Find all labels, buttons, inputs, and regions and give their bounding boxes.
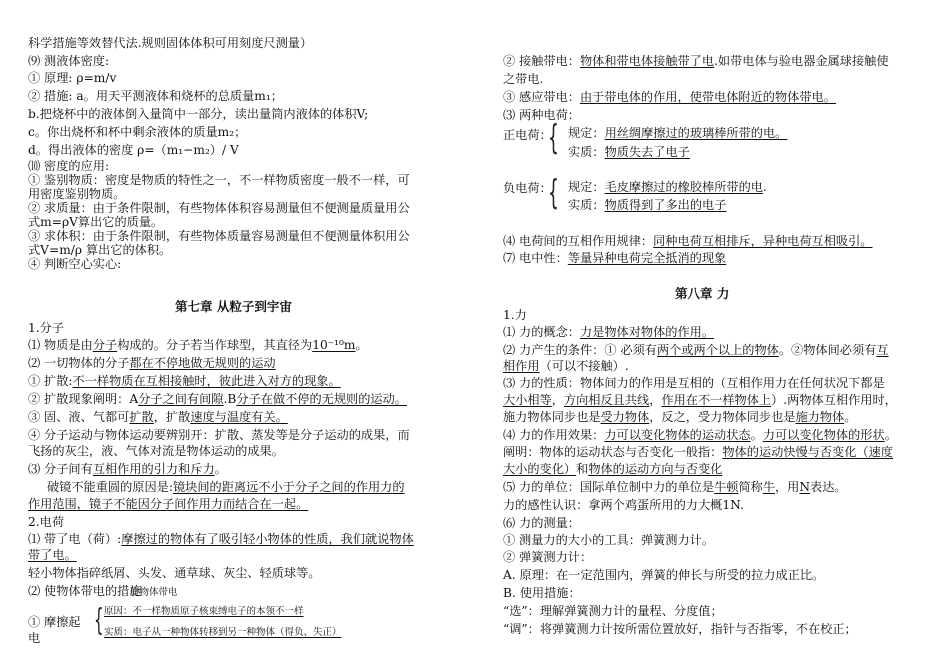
text-line: 飞扬的灰尘，液、气体对流是物体运动的成果。 xyxy=(28,444,284,458)
chapter-8-title: 第八章 力 xyxy=(675,286,730,301)
section-heading: 1.分子 xyxy=(28,321,65,335)
text-line: 破镜不能重圆的原因是:镜块间的距离远不小于分子之间的作用力的 xyxy=(47,480,405,494)
text-line: ② 弹簧测力计： xyxy=(503,550,593,564)
text-line: B. 使用措施： xyxy=(503,586,581,600)
section-heading: 1.力 xyxy=(503,308,527,322)
text-line: 之带电. xyxy=(503,72,544,86)
text-line: ⑺ 电中性：等量异种电荷完全抵消的现象 xyxy=(503,251,727,265)
text-line: ⑴ 带了电（荷）:摩擦过的物体有了吸引轻小物体的性质，我们就说物体 xyxy=(28,532,414,546)
text-line: ③ 求体积：由于条件限制，有些物体质量容易测量但不便测量体积用公 xyxy=(28,229,410,243)
brace-icon: { xyxy=(548,118,559,158)
text-line: ⑷ 电荷间的互相作用规律：同种电荷互相排斥，异种电荷互相吸引。 xyxy=(503,234,873,248)
text-line: c。你出烧杯和杯中剩余液体的质量m₂； xyxy=(28,125,247,139)
text-line: ⑴ 物质是由分子构成的。分子若当作球型，其直径为10⁻¹⁰m。 xyxy=(28,338,368,352)
text-line: ⑶ 分子间有互相作用的引力和斥力。 xyxy=(28,462,227,476)
text-line: 实质：物质得到了多出的电子 xyxy=(568,198,727,212)
text-line: 式m=ρV算出它的质量。 xyxy=(28,215,164,229)
text-line: ⑵ 使物体带电的措施 xyxy=(28,584,142,598)
text-line: ⑴ 力的概念：力是物体对物体的作用。 xyxy=(503,325,715,339)
text-line: 科学措施等效替代法.规则固体体积可用刻度尺测量） xyxy=(28,36,313,50)
text-line: ⑽ 密度的应用: xyxy=(28,159,110,173)
text-line: ① 鉴别物质：密度是物质的特性之一，不一样物质密度一般不一样，可 xyxy=(28,173,410,187)
text-line: “选”：理解弹簧测力计的量程、分度值； xyxy=(503,604,723,618)
text-line: 大小相等，方向相反且共线，作用在不一样物体上）.两物体互相作用时， xyxy=(503,393,897,407)
text-line: ① 扩散:不一样物质在互相接触时，彼此进入对方的现象。 xyxy=(28,374,341,388)
text-line: ① 原理: ρ=m/v xyxy=(28,71,117,85)
text-line: 用密度鉴别物质。 xyxy=(28,187,126,201)
text-line: ③ 固、液、气都可扩散，扩散速度与温度有关。 xyxy=(28,410,288,424)
text-line: A. 原理：在一定范围内，弹簧的伸长与所受的拉力成正比。 xyxy=(503,568,825,582)
text-line: ⑷ 力的作用效果：力可以变化物体的运动状态。力可以变化物体的形状。 xyxy=(503,428,897,442)
text-line: ② 接触带电：物体和带电体接触带了电.如带电体与验电器金属球接触使 xyxy=(503,54,889,68)
text-line: b.把烧杯中的液体倒入量筒中一部分，读出量筒内液体的体积V; xyxy=(28,107,369,121)
text-line: ② 措施: a。用天平测液体和烧杯的总质量m₁； xyxy=(28,89,283,103)
text-line: d。得出液体的密度 ρ=（m₁−m₂）/ V xyxy=(28,143,239,157)
text-line: 正电荷： xyxy=(503,128,552,142)
text-line: ⑼ 测液体密度: xyxy=(28,54,110,68)
text-line: ③ 感应带电：由于带电体的作用，使带电体附近的物体带电。 xyxy=(503,90,836,104)
text-line: 相作用（可以不接触）. xyxy=(503,359,629,373)
text-line: 轻小物体指碎纸屑、头发、通草球、灰尘、轻质球等。 xyxy=(28,566,321,580)
text-line: ④ 判断空心实心: xyxy=(28,257,122,271)
text-line: 原因：不一样物质原子核束缚电子的本领不一样 xyxy=(104,606,304,617)
text-line: 实质：物质失去了电子 xyxy=(568,145,690,159)
text-line: 负电荷： xyxy=(503,181,552,195)
text-line: 施力物体同步也是受力物体，反之，受力物体同步也是施力物体。 xyxy=(503,410,857,424)
text-line: 力的感性认识：拿两个鸡蛋所用的力大概1N. xyxy=(503,498,744,512)
text-line: 规定：用丝绸摩擦过的玻璃棒所带的电。 xyxy=(568,126,788,140)
chapter-7-title: 第七章 从粒子到宇宙 xyxy=(175,299,292,314)
text-line: 大小的变化）和物体的运动方向与否变化 xyxy=(503,462,723,476)
text-line: ① 摩擦起 xyxy=(28,615,81,629)
text-line: ⑵ 力产生的条件：① 必须有两个或两个以上的物体。②物体间必须有互 xyxy=(503,343,889,357)
text-line: “调”：将弹簧测力计按所需位置放好，指针与否指零，不在校正； xyxy=(503,622,857,636)
text-line: ⑶ 力的性质：物体间力的作用是互相的（互相作用力在任何状况下都是 xyxy=(503,376,885,390)
text-line: ① 测量力的大小的工具：弹簧测力计。 xyxy=(503,533,715,547)
text-line: 作用范围，镜子不能因分子间作用力而结合在一起。 xyxy=(28,497,309,511)
text-line: 电 xyxy=(28,631,41,645)
text-line: 式V=m/ρ 算出它的体积。 xyxy=(28,243,172,257)
text-line: ⑹ 力的测量： xyxy=(503,516,580,530)
text-line: ② 扩散现象阐明：A分子之间有间隙.B分子在做不停的无规则的运动。 xyxy=(28,392,407,406)
overlay-note: 使物体带电 xyxy=(130,587,178,598)
text-line: ⑵ 一切物体的分子都在不停地做无规则的运动 xyxy=(28,356,276,370)
text-line: ⑸ 力的单位：国际单位制中力的单位是牛顿简称牛，用N表达。 xyxy=(503,480,847,494)
section-heading: 2.电荷 xyxy=(28,515,65,529)
text-line: ④ 分子运动与物体运动要辨别开：扩散、蒸发等是分子运动的成果，而 xyxy=(28,428,410,442)
brace-icon: { xyxy=(548,173,559,213)
text-line: ② 求质量：由于条件限制，有些物体体积容易测量但不便测量质量用公 xyxy=(28,201,410,215)
text-line: 实质：电子从一种物体转移到另一种物体（得负、失正） xyxy=(104,627,342,638)
text-line: ⑶ 两种电荷： xyxy=(503,108,580,122)
text-line: 规定：毛皮摩擦过的橡胶棒所带的电. xyxy=(568,180,767,194)
text-line: 带了电。 xyxy=(28,548,77,562)
text-line: 阐明：物体的运动状态与否变化一般指：物体的运动快慢与否变化（速度 xyxy=(503,445,893,459)
brace-icon: { xyxy=(94,603,104,638)
